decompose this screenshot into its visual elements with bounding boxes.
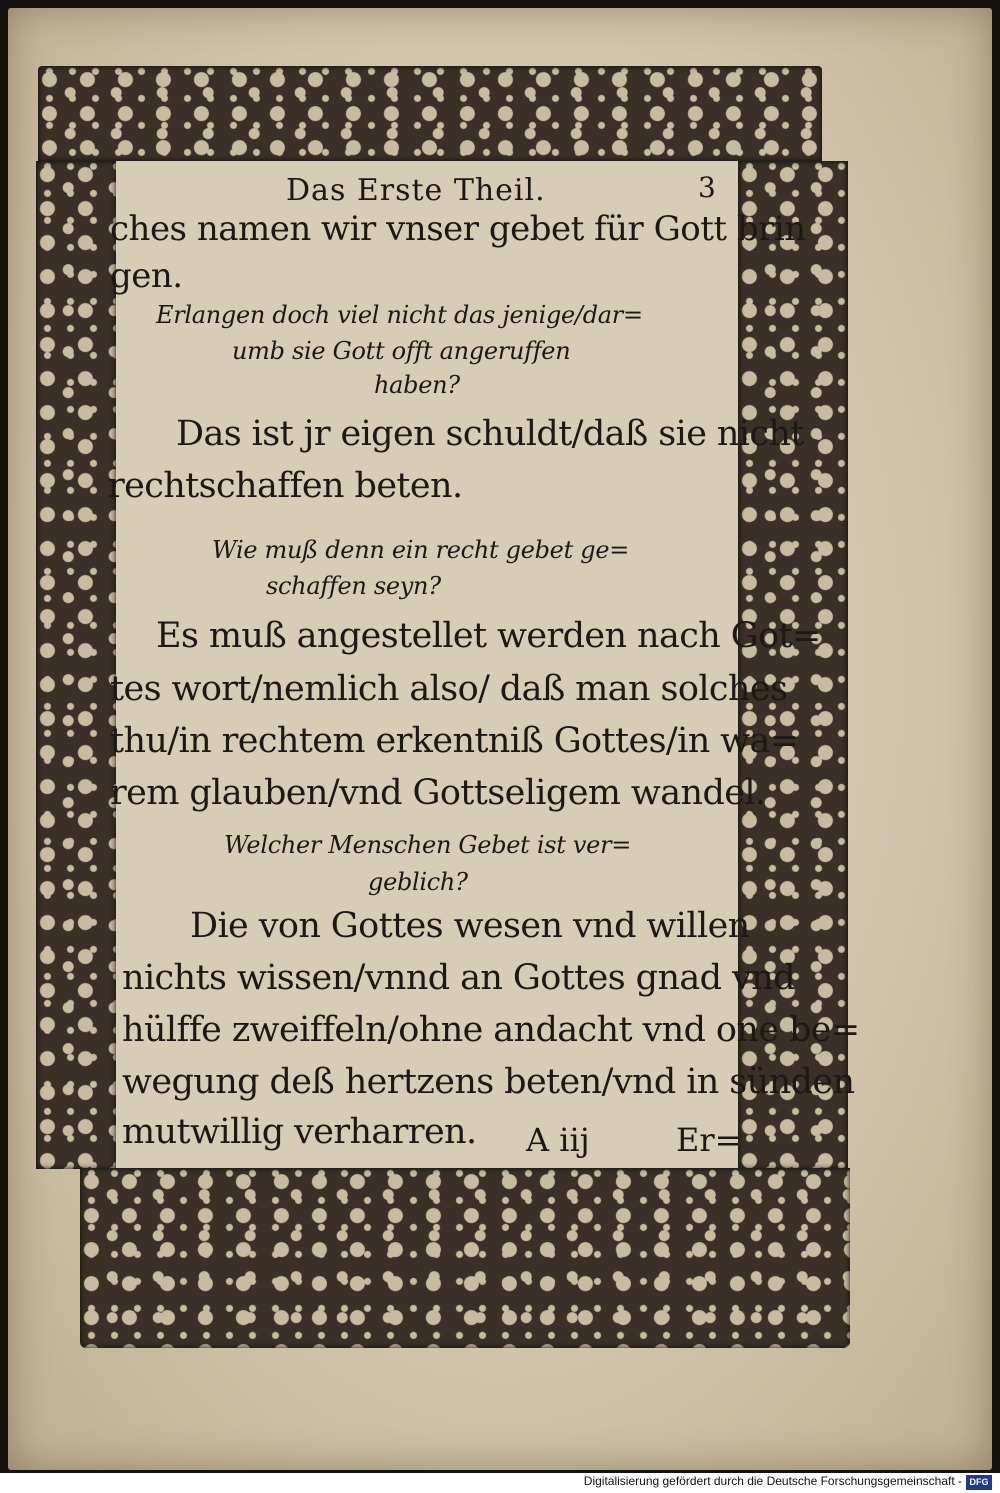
answer-line: thu/in rechtem erkentniß Gottes/in wa= bbox=[110, 721, 799, 761]
answer-line: rechtschaffen beten. bbox=[108, 466, 463, 506]
answer-line: rem glauben/vnd Gottseligem wandel. bbox=[110, 773, 766, 813]
answer-line: Es muß angestellet werden nach Got= bbox=[156, 616, 821, 656]
text-line: ches namen wir vnser gebet für Gott brin bbox=[110, 209, 806, 249]
question-line: umb sie Gott offt angeruffen bbox=[232, 337, 571, 365]
running-title: Das Erste Theil. bbox=[286, 173, 546, 208]
footer-credit: Digitalisierung gefördert durch die Deutsche Forschungsgemeinschaft - bbox=[583, 1474, 962, 1488]
answer-line: tes wort/nemlich also/ daß man solches bbox=[110, 669, 788, 709]
answer-line: hülffe zweiffeln/ohne andacht vnd one be= bbox=[122, 1010, 860, 1050]
question-line: Welcher Menschen Gebet ist ver= bbox=[224, 831, 632, 859]
woodcut-border-left bbox=[36, 161, 116, 1169]
catchword: Er= bbox=[676, 1121, 742, 1159]
answer-line: wegung deß hertzens beten/vnd in sünden bbox=[122, 1062, 855, 1102]
dfg-logo-icon: DFG bbox=[966, 1475, 992, 1490]
question-line: geblich? bbox=[368, 868, 468, 896]
book-page bbox=[8, 8, 992, 1470]
signature-mark: A iij bbox=[526, 1121, 590, 1159]
woodcut-border-top bbox=[38, 66, 822, 161]
question-line: Erlangen doch viel nicht das jenige/dar= bbox=[156, 301, 643, 329]
answer-line: Das ist jr eigen schuldt/daß sie nicht bbox=[176, 414, 804, 454]
text-block bbox=[108, 161, 860, 1168]
answer-line: nichts wissen/vnnd an Gottes gnad vnd bbox=[122, 958, 795, 998]
question-line: schaffen seyn? bbox=[266, 572, 441, 600]
answer-line: mutwillig verharren. bbox=[122, 1112, 477, 1152]
page-number: 3 bbox=[698, 171, 716, 204]
woodcut-border-bottom bbox=[80, 1168, 850, 1348]
answer-line: Die von Gottes wesen vnd willen bbox=[190, 906, 750, 946]
text-line: gen. bbox=[110, 256, 183, 296]
question-line: haben? bbox=[374, 371, 460, 399]
question-line: Wie muß denn ein recht gebet ge= bbox=[212, 536, 630, 564]
